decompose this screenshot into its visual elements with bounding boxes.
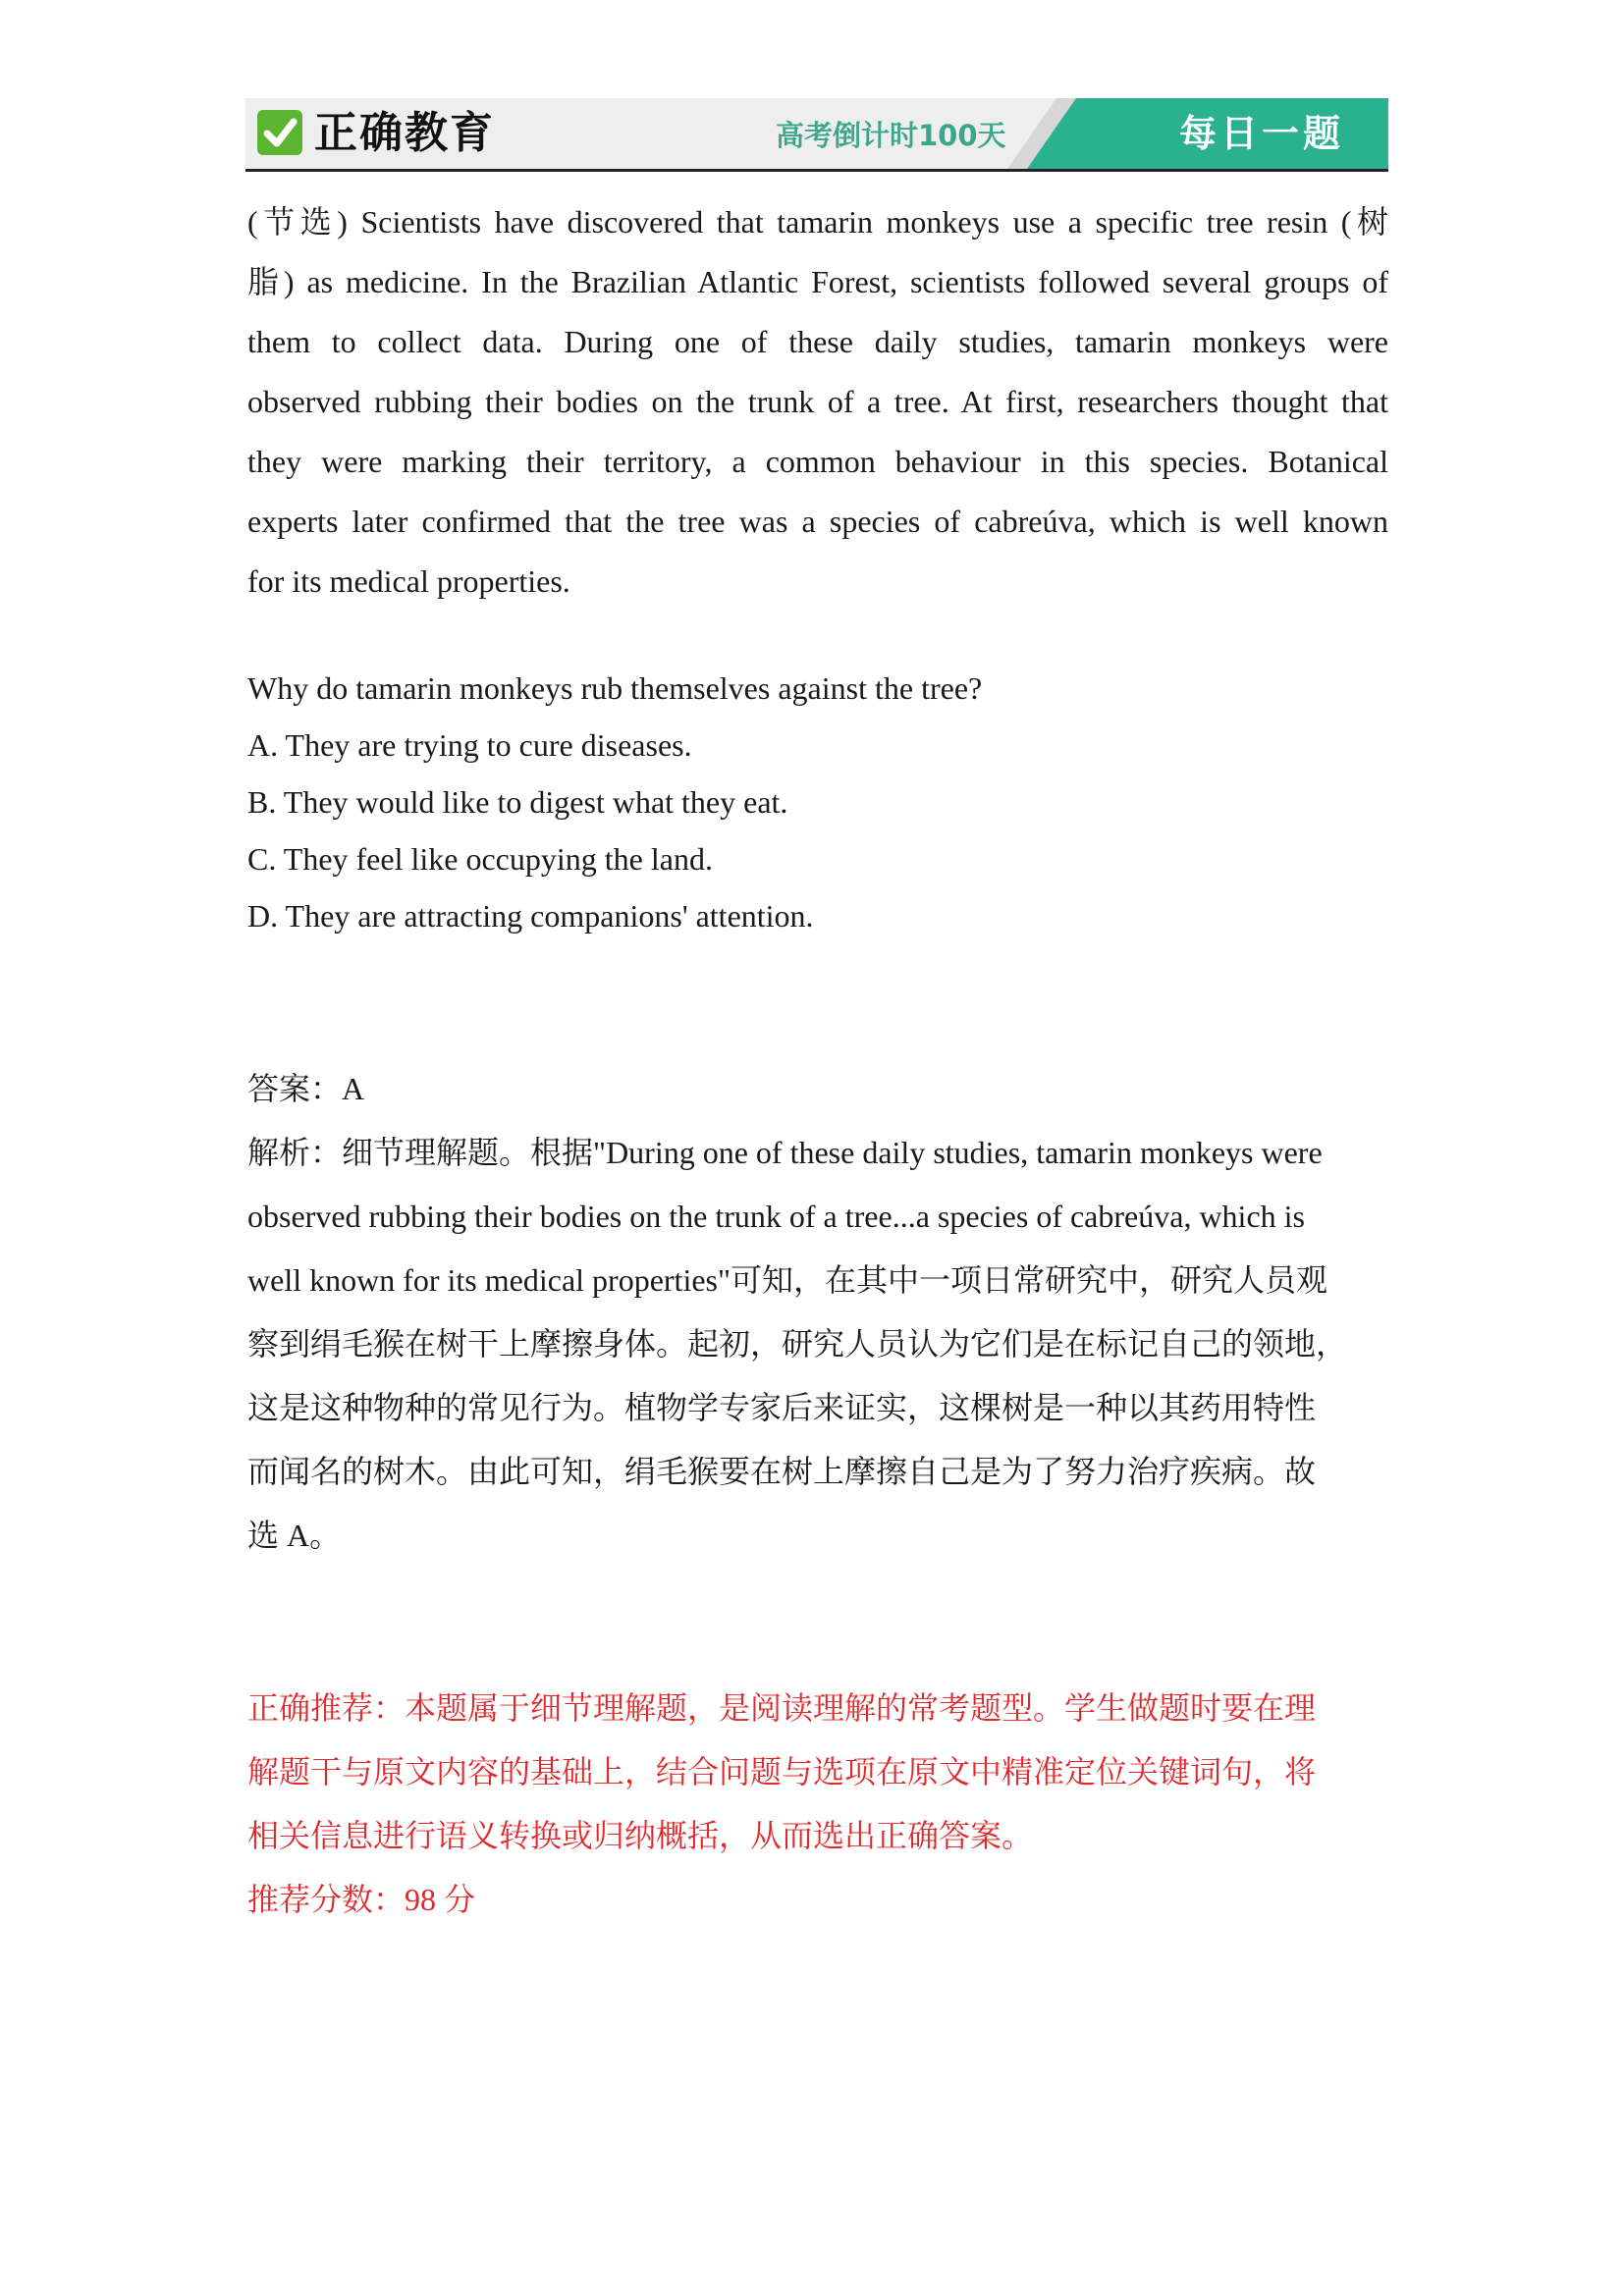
analysis-line: 这是这种物种的常见行为。植物学专家后来证实，这棵树是一种以其药用特性	[247, 1390, 1317, 1425]
analysis-line: 而闻名的树木。由此可知，绢毛猴要在树上摩擦自己是为了努力治疗疾病。故	[247, 1454, 1317, 1489]
passage-line: 脂) as medicine. In the Brazilian Atlantic Forest, scientists followed several groups of	[247, 264, 1389, 299]
passage-line: for its medical properties.	[247, 563, 570, 599]
passage-line: they were marking their territory, a common behaviour in this species. Botanical	[247, 444, 1388, 479]
question-block	[247, 660, 1388, 944]
recommendation-line: 解题干与原文内容的基础上，结合问题与选项在原文中精准定位关键词句，将	[247, 1754, 1317, 1789]
recommendation-line: 正确推荐：本题属于细节理解题，是阅读理解的常考题型。学生做题时要在理	[247, 1690, 1317, 1726]
passage-line: experts later confirmed that the tree was a species of cabreúva, which is well known	[247, 504, 1388, 539]
header-rule	[245, 169, 1388, 172]
passage-line: observed rubbing their bodies on the trunk of a tree. At first, researchers thought that	[247, 384, 1388, 419]
header-banner	[245, 98, 1388, 169]
answer-line: 答案：A	[247, 1071, 365, 1106]
recommendation-block	[247, 1677, 1388, 1932]
question-stem: Why do tamarin monkeys rub themselves against the tree?	[247, 670, 983, 706]
option-b: B. They would like to digest what they eat.	[247, 784, 788, 820]
brand-name: 正确教育	[314, 108, 495, 158]
option-a: A. They are trying to cure diseases.	[247, 727, 692, 763]
countdown-label: 高考倒计时100天	[776, 119, 1006, 152]
recommendation-line: 相关信息进行语义转换或归纳概括，从而选出正确答案。	[247, 1818, 1034, 1853]
check-logo-icon	[257, 110, 302, 155]
analysis-line: observed rubbing their bodies on the trunk of a tree...a species of cabreúva, which is	[247, 1199, 1305, 1234]
analysis-block	[247, 1121, 1388, 1568]
recommendation-score: 推荐分数：98 分	[247, 1882, 476, 1917]
analysis-line: well known for its medical properties"可知，在其中一项日常研究中，研究人员观	[247, 1262, 1328, 1298]
reading-passage	[247, 192, 1388, 612]
option-c: C. They feel like occupying the land.	[247, 841, 713, 877]
analysis-line: 察到绢毛猴在树干上摩擦身体。起初，研究人员认为它们是在标记自己的领地，	[247, 1326, 1348, 1362]
analysis-line: 解析：细节理解题。根据"During one of these daily studies, tamarin monkeys were	[247, 1135, 1323, 1170]
daily-question-label: 每日一题	[1178, 112, 1344, 155]
passage-line: (节选) Scientists have discovered that tamarin monkeys use a specific tree resin (树	[247, 204, 1388, 240]
option-d: D. They are attracting companions' attention.	[247, 898, 814, 934]
passage-line: them to collect data. During one of these daily studies, tamarin monkeys were	[247, 324, 1388, 359]
analysis-line: 选 A。	[247, 1518, 342, 1553]
